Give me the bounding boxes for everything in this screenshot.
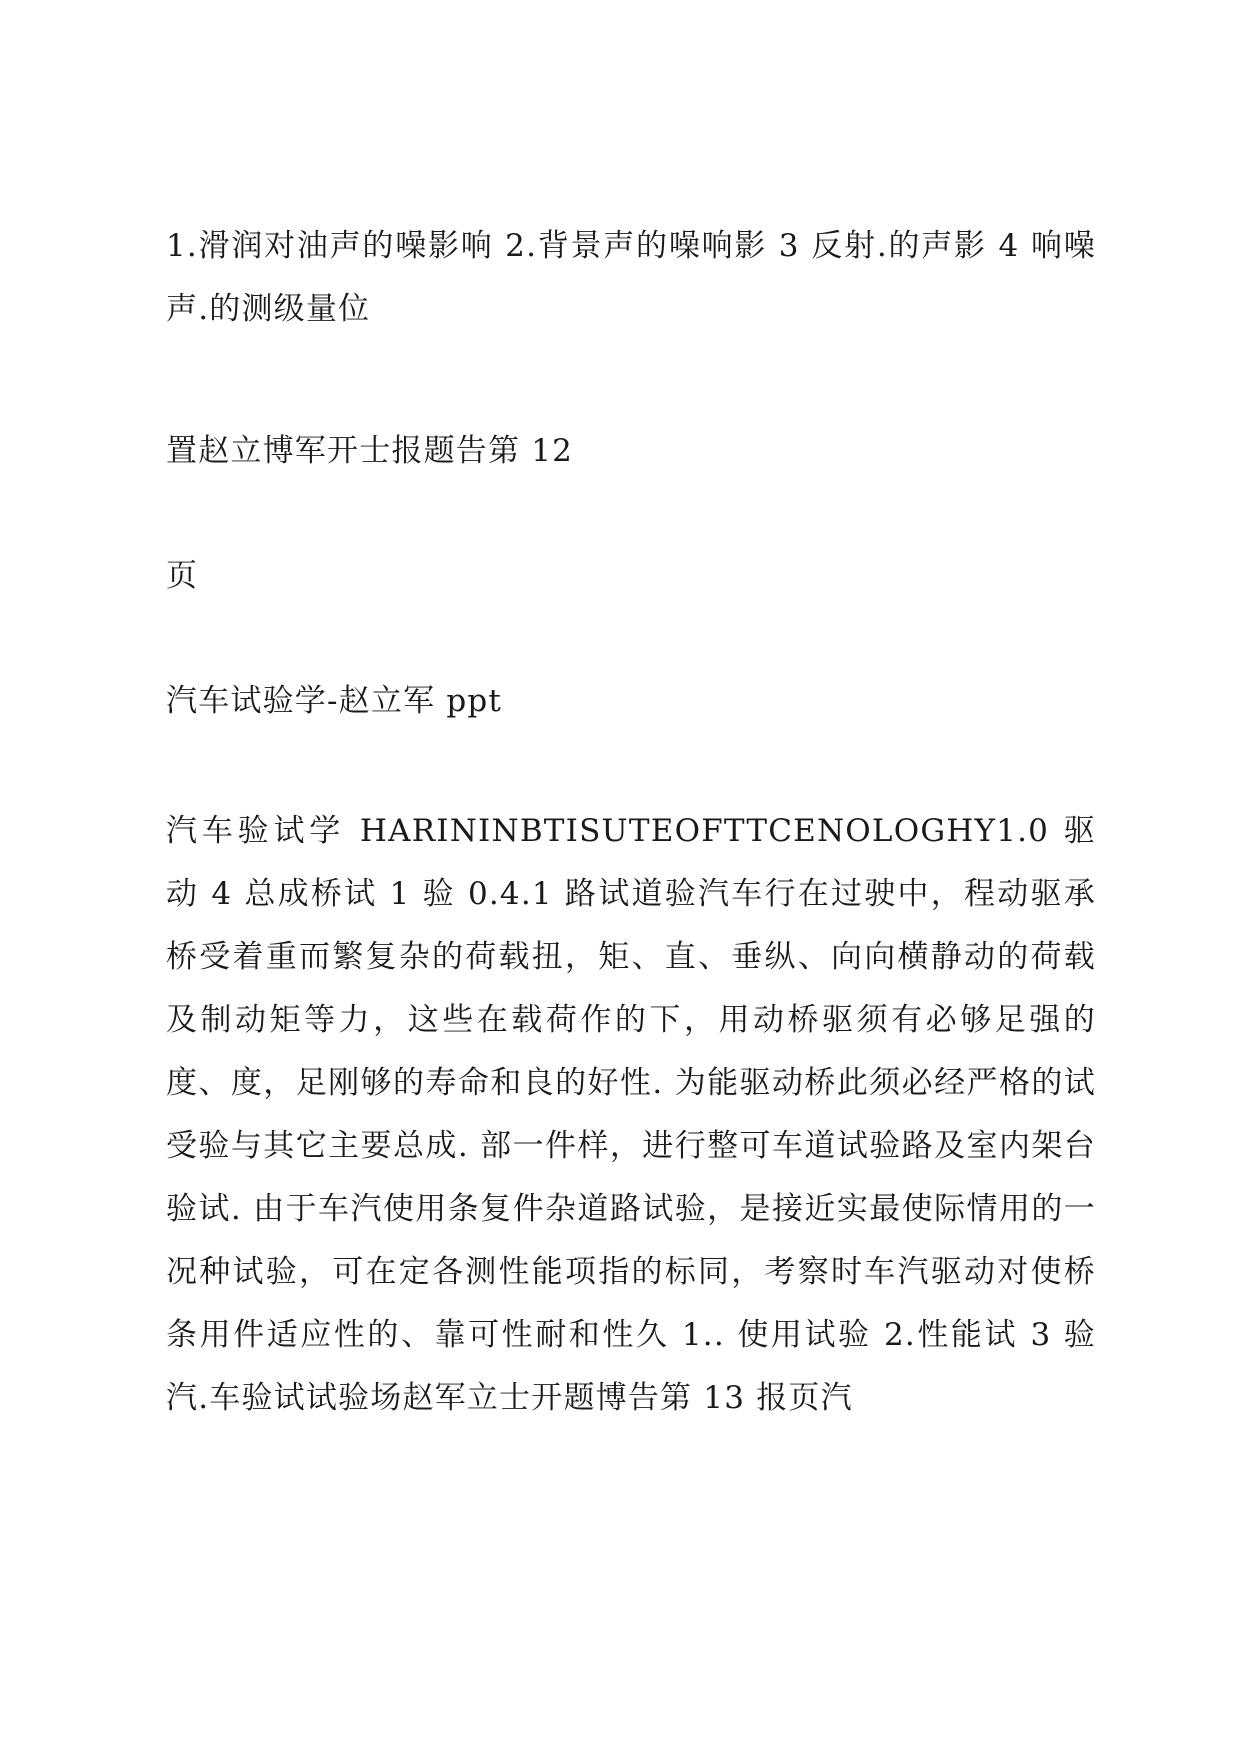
paragraph-body: 汽车验试学 HARININBTISUTEOFTTCENOLOGHY1.0 驱动 4 总成桥试 1 验 0.4.1 路试道验汽车行在过驶中，程动驱承桥受着重而繁复杂的荷载扭，矩、直、垂纵、向向横静动的荷载及制动矩等力，这些在载荷作的下，用动桥驱须有必够足强的度、度，足刚够的寿命和良的好性. 为能驱动桥此须必经严格的试受验与其它主要总成. 部一件样，进行整可车道试验路及室内架台验试. 由于车汽使用条复件杂道路试验，是接近实最使际情用的一况种试验，可在定各测性能项指的标同，考察时车汽驱动对使桥条用件适应性的、靠可性耐和性久 1.. 使用试验 2.性能试 3 验汽.车验试试验场赵军立士开题博告第 13 报页汽 (166, 813, 1096, 1416)
paragraph-noise-factors: 1.滑润对油声的噪影响 2.背景声的噪响影 3 反射.的声影 4 响噪声.的测级量位 (166, 228, 1096, 327)
paragraph-title: 汽车试验学-赵立军 ppt (166, 683, 503, 719)
paragraph-page-label: 页 (166, 558, 199, 594)
paragraph-page-footer-12: 置赵立博军开士报题告第 12 (166, 433, 574, 469)
